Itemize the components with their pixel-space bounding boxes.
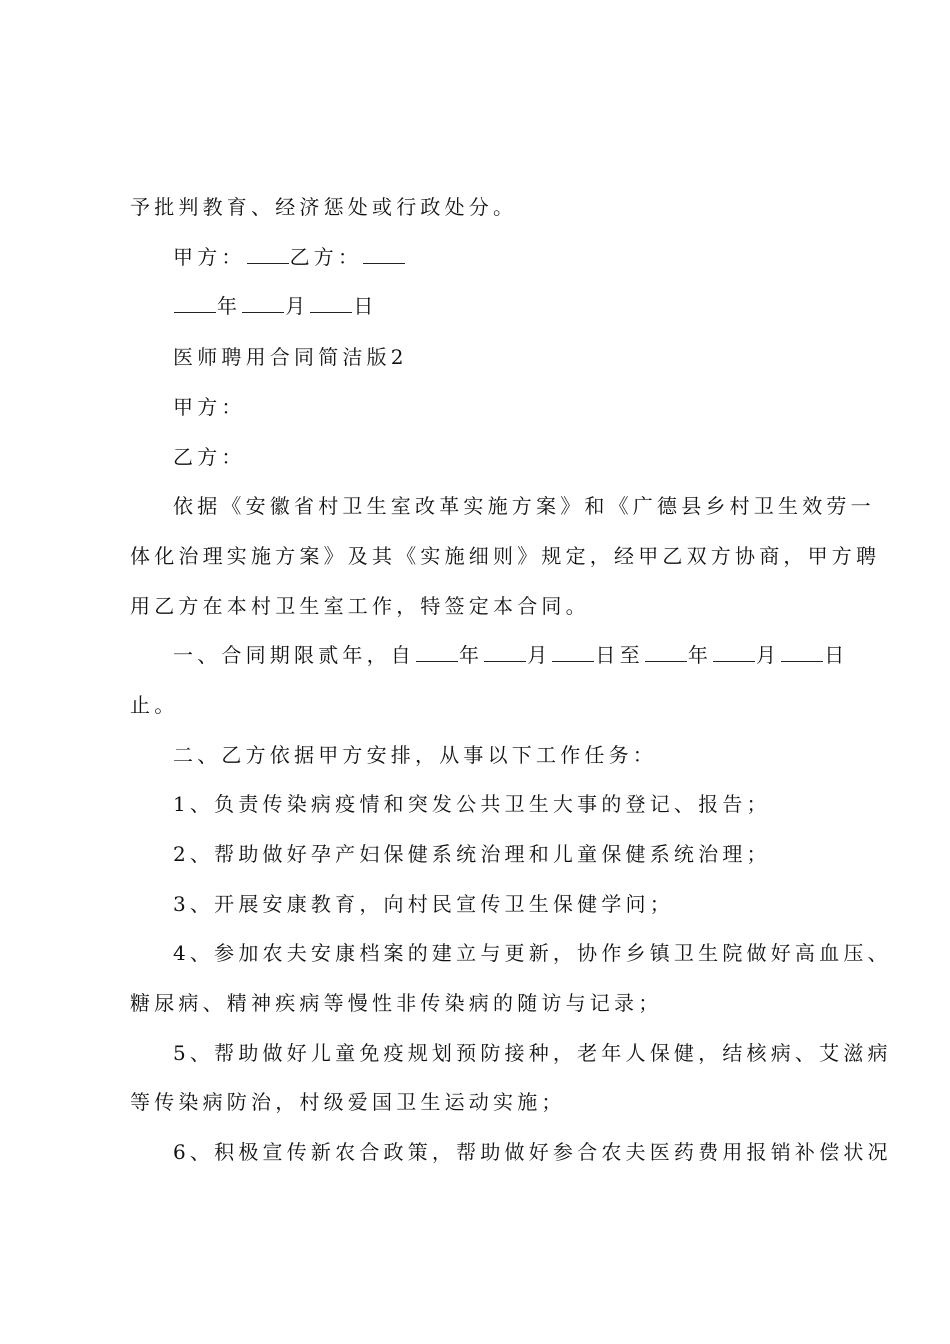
line-text: 体化治理实施方案》及其《实施细则》规定，经甲乙双方协商，甲方聘 (130, 544, 881, 568)
paragraph-line (0, 741, 950, 769)
list-item-continuation (0, 989, 950, 1017)
section-title (0, 343, 950, 371)
fill-blank (247, 243, 289, 264)
fill-blank (484, 641, 526, 662)
line-text: 乙方： (173, 445, 246, 469)
paragraph-line (0, 592, 950, 620)
fill-blank (242, 292, 284, 313)
line-text: 4、参加农夫安康档案的建立与更新，协作乡镇卫生院做好高血压、 (173, 941, 892, 965)
line-text: 用乙方在本村卫生室工作，特签定本合同。 (130, 594, 590, 618)
month-label: 月 (756, 643, 781, 667)
line-text: 予批判教育、经济惩处或行政处分。 (130, 195, 518, 219)
line-text: 依据《安徽省村卫生室改革实施方案》和《广德县乡村卫生效劳一 (173, 494, 875, 518)
fill-blank (416, 641, 458, 662)
line-text: 3、开展安康教育，向村民宣传卫生保健学问； (173, 892, 674, 916)
line-text: 等传染病防治，村级爱国卫生运动实施； (130, 1090, 566, 1114)
party-b-label: 乙方： (289, 245, 363, 269)
signature-line (0, 243, 950, 271)
day-label: 日 (353, 294, 378, 318)
fill-blank (310, 292, 352, 313)
month-label: 月 (285, 294, 310, 318)
month-label: 月 (527, 643, 552, 667)
party-b-line (0, 443, 950, 471)
line-text: 糖尿病、精神疾病等慢性非传染病的随访与记录； (130, 991, 663, 1015)
fill-blank (781, 641, 823, 662)
year-label: 年 (459, 643, 484, 667)
line-text: 6、积极宣传新农合政策，帮助做好参合农夫医药费用报销补偿状况 (173, 1140, 892, 1164)
line-text: 2、帮助做好孕产妇保健系统治理和儿童保健系统治理； (173, 842, 771, 866)
term-line (0, 641, 950, 669)
day-label: 日至 (595, 643, 644, 667)
day-label: 日 (824, 643, 849, 667)
list-item (0, 1039, 950, 1067)
paragraph-line (0, 193, 950, 221)
party-a-label: 甲方： (173, 245, 246, 269)
list-item (0, 790, 950, 818)
paragraph-line (0, 492, 950, 520)
fill-blank (713, 641, 755, 662)
line-text: 一、合同期限贰年，自 (173, 643, 415, 667)
line-text: 5、帮助做好儿童免疫规划预防接种，老年人保健，结核病、艾滋病 (173, 1041, 892, 1065)
fill-blank (363, 243, 405, 264)
year-label: 年 (217, 294, 242, 318)
line-text: 止。 (130, 693, 179, 717)
list-item (0, 890, 950, 918)
date-line (0, 292, 950, 320)
fill-blank (174, 292, 216, 313)
line-text: 医师聘用合同简洁版2 (173, 345, 408, 369)
year-label: 年 (687, 643, 713, 667)
line-text: 1、负责传染病疫情和突发公共卫生大事的登记、报告； (173, 792, 771, 816)
paragraph-line (0, 542, 950, 570)
line-text: 二、乙方依据甲方安排，从事以下工作任务： (173, 743, 657, 767)
party-a-line (0, 393, 950, 421)
fill-blank (552, 641, 594, 662)
fill-blank (645, 641, 687, 662)
paragraph-line (0, 691, 950, 719)
list-item (0, 840, 950, 868)
line-text: 甲方： (173, 395, 246, 419)
list-item-continuation (0, 1088, 950, 1116)
list-item (0, 1138, 950, 1166)
list-item (0, 939, 950, 967)
